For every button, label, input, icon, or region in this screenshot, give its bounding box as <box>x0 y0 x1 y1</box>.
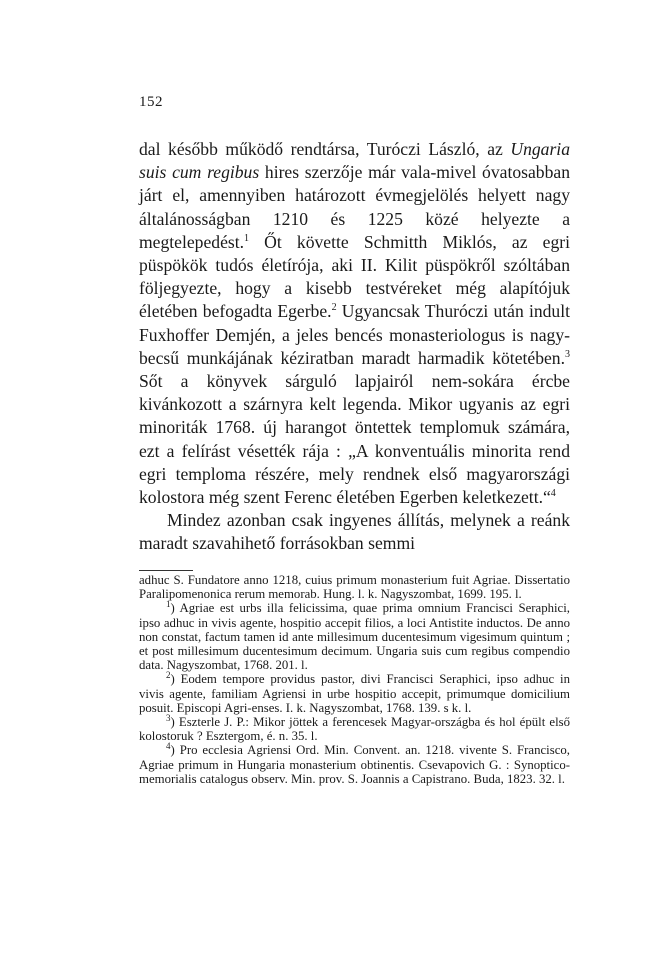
footnote-continuation: adhuc S. Fundatore anno 1218, cuius primum monasterium fuit Agriae. Dissertatio Paralipomenonica rerum memorab. Hung. l. k. Nagyszombat, 1699. 195. l. <box>139 573 570 602</box>
paragraph-2: Mindez azonban csak ingyenes állítás, melynek a reánk maradt szavahihető forrásokban semmi <box>139 510 570 554</box>
footnote-1 <box>139 601 570 672</box>
footnote-marker: 1 <box>166 599 171 610</box>
paragraph-1 <box>139 138 570 509</box>
text-run: Őt követte Schmitth Miklós, az egri püspökök tudós életírója, aki II. Kilit püspökről szóltában följegyezte, hogy a kisebb testvéreket még alapítójuk életében befogadta Egerbe. <box>139 231 570 322</box>
footnote-text: ) Eodem tempore providus pastor, divi Francisci Seraphici, ipso adhuc in vivis agente, familiam Agriensi in urbe hospitio accepit, primumque domicilium posuit. Episcopi Agri-enses. I. k. Nagyszombat, 1768. 139. s k. l. <box>139 672 570 715</box>
footnote-marker: 4 <box>166 741 171 752</box>
footnote-marker: 3 <box>166 713 171 724</box>
footnote-ref-2[interactable]: 2 <box>331 302 337 314</box>
footnote-4 <box>139 743 570 786</box>
footnote-2 <box>139 672 570 715</box>
footnote-marker: 2 <box>166 670 171 681</box>
body-text <box>139 138 570 556</box>
footnote-text: ) Pro ecclesia Agriensi Ord. Min. Convent. an. 1218. vivente S. Francisco, Agriae primum in Hungaria monasterium obtinentis. Csevapovich G. : Synoptico-memorialis catalogus observ. Min. prov. S. Joannis a Capistrano. Buda, 1823. 32. l. <box>139 743 570 786</box>
footnote-text: ) Agriae est urbs illa felicissima, quae prima omnium Francisci Seraphici, ipso adhuc in vivis agente, hospitio accepit filios, a loci Antistite inductos. De anno non constat, factum tamen id ante millesimum ducentesimum vigesimum quintum ; et post millesimum ducentesimum decimum. Ungaria suis cum regibus compendio data. Nagyszombat, 1768. 201. l. <box>139 601 570 673</box>
text-run: dal később működő rendtársa, Turóczi László, az <box>139 139 511 159</box>
footnote-3 <box>139 715 570 743</box>
page-number: 152 <box>139 94 163 110</box>
footnotes <box>139 573 570 786</box>
footnote-ref-1[interactable]: 1 <box>244 232 250 244</box>
text-run: hires szerzője már vala-mivel óvatosabban járt el, amennyiben határozott évmegjelölés helyett nagy általánosságban 1210 és 1225 közé helyezte a megtelepedést. <box>139 162 570 252</box>
footnote-ref-3[interactable]: 3 <box>565 348 570 360</box>
footnote-separator <box>139 570 193 571</box>
text-run: Sőt a könyvek sárguló lapjairól nem-sokára ércbe kivánkozott a szárnyra kelt legenda. Mikor ugyanis az egri minoriták 1768. új harangot öntettek templomuk számára, ezt a felírást vésették rája : „A konventuális minorita rend egri temploma részére, mely rendnek első magyarországi kolostora még szent Ferenc életében Egerben keletkezett.“ <box>139 371 570 508</box>
book-title-italic: Ungaria suis cum regibus <box>139 139 570 183</box>
footnote-ref-4[interactable]: 4 <box>550 488 556 500</box>
text-run: Ugyancsak Thuróczi után indult Fuxhoffer Demjén, a jeles bencés monasteriologus is nagy-becsű munkájának kéziratban maradt harmadik kötetében. <box>139 301 570 368</box>
footnote-text: ) Eszterle J. P.: Mikor jöttek a ferencesek Magyar-országba és hol épült első kolostoruk ? Esztergom, é. n. 35. l. <box>139 715 570 744</box>
